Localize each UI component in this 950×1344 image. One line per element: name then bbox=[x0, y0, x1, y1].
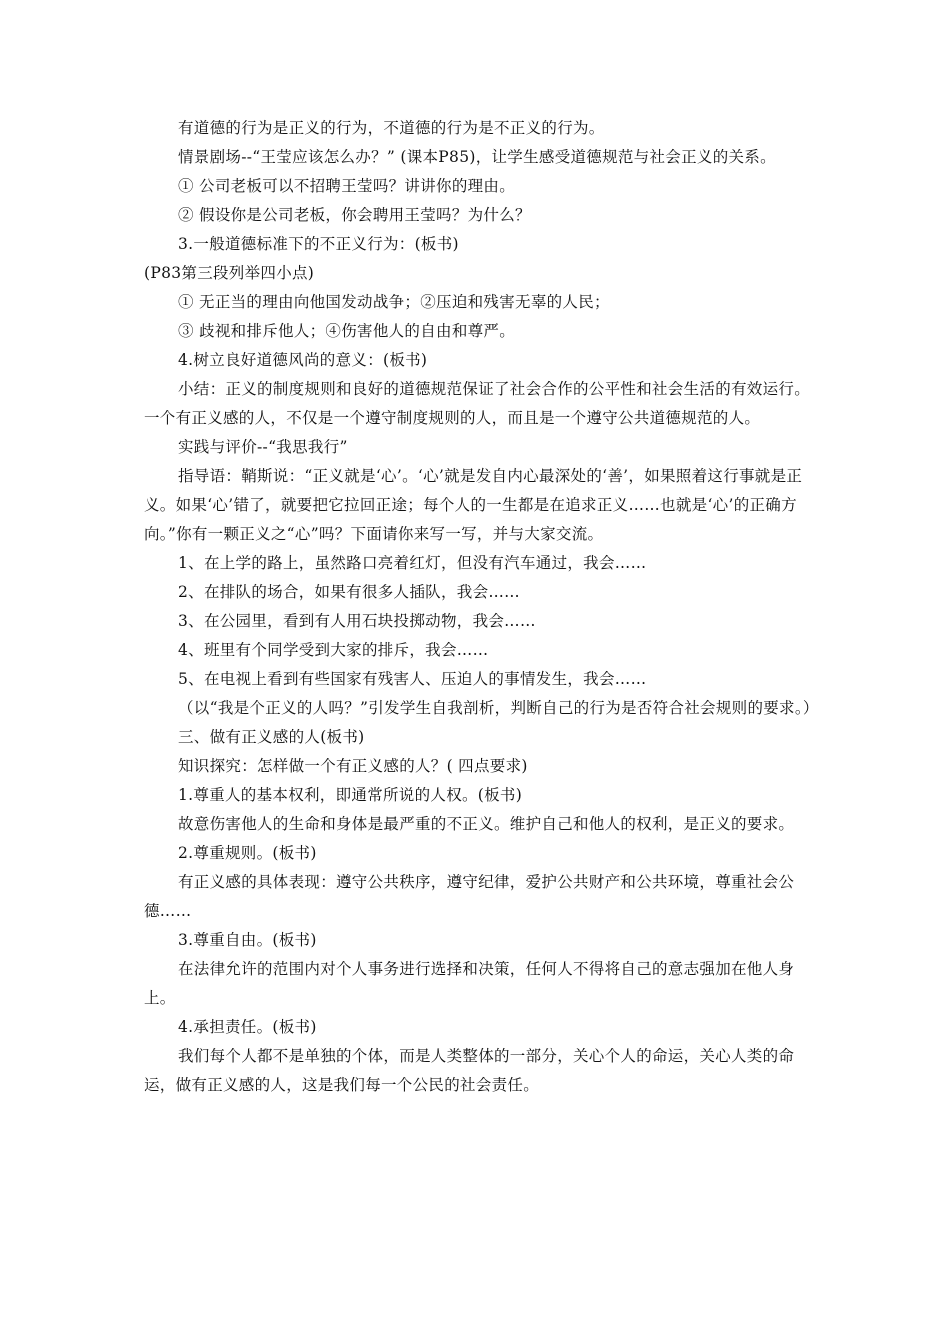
section-heading: 2.尊重规则。(板书) bbox=[178, 844, 317, 862]
paragraph: 故意伤害他人的生命和身体是最严重的不正义。维护自己和他人的权利，是正义的要求。 bbox=[178, 815, 795, 833]
paragraph: 知识探究：怎样做一个有正义感的人？( 四点要求) bbox=[178, 757, 528, 775]
section-heading: 3.尊重自由。(板书) bbox=[178, 931, 317, 949]
section-heading: 4.树立良好道德风尚的意义：(板书) bbox=[178, 351, 428, 369]
list-item: 1、在上学的路上，虽然路口亮着红灯，但没有汽车通过，我会…… bbox=[178, 554, 647, 572]
list-item: ① 公司老板可以不招聘王莹吗？讲讲你的理由。 bbox=[178, 177, 516, 195]
paragraph: (P83第三段列举四小点) bbox=[144, 264, 315, 282]
list-item: 5、在电视上看到有些国家有残害人、压迫人的事情发生，我会…… bbox=[178, 670, 647, 688]
section-heading: 1.尊重人的基本权利，即通常所说的人权。(板书) bbox=[178, 786, 523, 804]
paragraph: 在法律允许的范围内对个人事务进行选择和决策，任何人不得将自己的意志强加在他人身上。 bbox=[144, 960, 795, 1007]
list-item: 4、班里有个同学受到大家的排斥，我会…… bbox=[178, 641, 489, 659]
section-heading: 三、做有正义感的人(板书) bbox=[178, 728, 365, 746]
section-heading: 3.一般道德标准下的不正义行为：(板书) bbox=[178, 235, 459, 253]
list-item: ① 无正当的理由向他国发动战争；②压迫和残害无辜的人民； bbox=[178, 293, 610, 311]
list-item: ③ 歧视和排斥他人；④伤害他人的自由和尊严。 bbox=[178, 322, 516, 340]
list-item: ② 假设你是公司老板，你会聘用王莹吗？为什么？ bbox=[178, 206, 531, 224]
paragraph: （以“我是个正义的人吗？”引发学生自我剖析，判断自己的行为是否符合社会规则的要求。） bbox=[178, 699, 819, 717]
paragraph: 有道德的行为是正义的行为，不道德的行为是不正义的行为。 bbox=[178, 119, 605, 137]
paragraph: 情景剧场--“王莹应该怎么办？” (课本P85)，让学生感受道德规范与社会正义的关系。 bbox=[178, 148, 776, 166]
section-heading: 4.承担责任。(板书) bbox=[178, 1018, 317, 1036]
paragraph: 指导语：鞘斯说：“正义就是‘心’。‘心’就是发自内心最深处的‘善’，如果照着这行事就是正义。如果‘心’错了，就要把它拉回正途；每个人的一生都是在追求正义……也就是‘心’的正确方向。”你有一颗正义之“心”吗？下面请你来写一写，并与大家交流。 bbox=[144, 467, 803, 543]
paragraph: 有正义感的具体表现：遵守公共秩序，遵守纪律，爱护公共财产和公共环境，尊重社会公德…… bbox=[144, 873, 795, 920]
section-heading: 实践与评价--“我思我行” bbox=[178, 438, 348, 456]
summary-paragraph: 小结：正义的制度规则和良好的道德规范保证了社会合作的公平性和社会生活的有效运行。一个有正义感的人，不仅是一个遵守制度规则的人，而且是一个遵守公共道德规范的人。 bbox=[144, 380, 811, 427]
list-item: 2、在排队的场合，如果有很多人插队，我会…… bbox=[178, 583, 520, 601]
list-item: 3、在公园里，看到有人用石块投掷动物，我会…… bbox=[178, 612, 536, 630]
paragraph: 我们每个人都不是单独的个体，而是人类整体的一部分，关心个人的命运，关心人类的命运，做有正义感的人，这是我们每一个公民的社会责任。 bbox=[144, 1047, 795, 1094]
document-page bbox=[144, 114, 819, 1100]
